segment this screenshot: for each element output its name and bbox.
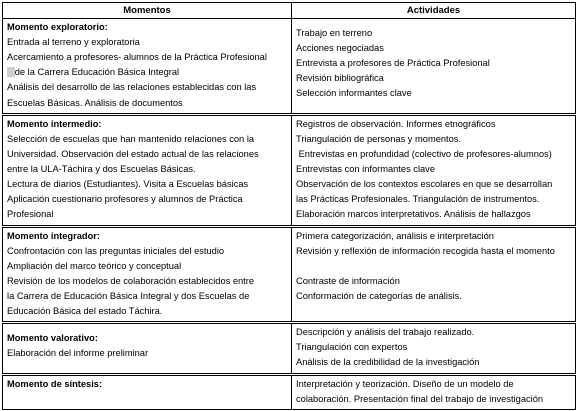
moment-line: Elaboración del informe preliminar — [7, 348, 149, 359]
stage-title: Momento intermedio: — [7, 118, 102, 129]
activity-line: Revisión bibliográfica — [296, 73, 384, 84]
moment-line: Aplicación cuestionario profesores y alumnos de Práctica — [7, 194, 243, 205]
table-row — [3, 226, 576, 323]
activities-cell — [292, 19, 576, 115]
activity-line: Acciones negociadas — [296, 43, 384, 54]
moment-line: la Carrera de Educación Básica Integral y dos Escuelas de — [7, 291, 250, 302]
moments-table — [2, 2, 576, 410]
stage-title: Momento de síntesis: — [7, 378, 103, 389]
moment-cell — [3, 374, 292, 409]
activity-line: Elaboración marcos interpretativos. Análisis de hallazgos — [296, 209, 531, 220]
activity-line: Revisión y reflexión de información recogida hasta el momento — [296, 245, 555, 256]
stage-title: Momento exploratorio: — [7, 22, 108, 33]
moment-line: entre la ULA-Táchira y dos Escuelas Básicas. — [7, 163, 196, 174]
moment-cell — [3, 19, 292, 115]
activity-line: las Prácticas Profesionales. Triangulación de instrumentos. — [296, 194, 540, 205]
activity-line: Conformación de categorías de análisis. — [296, 290, 462, 301]
activity-line: Primera categorización, análisis e interpretación — [296, 230, 494, 241]
moment-line: Confrontación con las preguntas iniciales del estudio — [7, 245, 225, 256]
activity-line: colaboración. Presentación final del trabajo de investigación — [296, 393, 544, 404]
moment-line-text: de la Carrera Educación Básica Integral — [14, 67, 180, 78]
activity-line: Entrevista a profesores de Práctica Profesional — [296, 58, 490, 69]
moment-line: Entrada al terreno y exploratoria — [7, 37, 140, 48]
activity-line: Selección informantes clave — [296, 88, 412, 99]
moment-line: Acercamiento a profesores- alumnos de la Práctica Profesional — [7, 52, 267, 63]
moment-cell — [3, 226, 292, 323]
moment-line: Ampliación del marco teórico y conceptual — [7, 260, 182, 271]
moment-line: Educación Básica del estado Táchira. — [7, 306, 163, 317]
activity-line: Interpretación y teorización. Diseño de un modelo de — [296, 378, 514, 389]
table-row — [3, 323, 576, 374]
activity-line: Entrevistas con informantes clave — [296, 163, 435, 174]
activity-line: Triangulación con expertos — [296, 342, 408, 353]
header-activities: Actividades — [292, 3, 576, 19]
activity-line: Trabajo en terreno — [296, 28, 373, 39]
stage-title: Momento valorativo: — [7, 333, 98, 344]
moment-line: Lectura de diarios (Estudiantes). Visita a Escuelas básicas — [7, 179, 249, 190]
table-row — [3, 374, 576, 409]
moment-line: Universidad. Observación del estado actual de las relaciones — [7, 148, 259, 159]
highlight-mark — [7, 67, 15, 77]
activity-line: Análisis de la credibilidad de la investigación — [296, 357, 480, 368]
activities-cell — [292, 114, 576, 226]
table-row — [3, 19, 576, 115]
moment-line: Selección de escuelas que han mantenido relaciones con la — [7, 133, 255, 144]
activity-line: Observación de los contextos escolares en que se desarrollan — [296, 179, 553, 190]
moment-cell — [3, 323, 292, 374]
moment-line — [7, 65, 288, 80]
activities-cell — [292, 226, 576, 323]
stage-title: Momento integrador: — [7, 230, 100, 241]
header-row — [3, 3, 576, 19]
activity-line: Triangulación de personas y momentos. — [296, 133, 462, 144]
moment-line: Revisión de los modelos de colaboración establecidos entre — [7, 275, 255, 286]
table-row — [3, 114, 576, 226]
moment-line: Profesional — [7, 209, 54, 220]
activity-line: Entrevistas en profundidad (colectivo de profesores-alumnos) — [296, 148, 552, 159]
activity-line: Registros de observación. Informes etnográficos — [296, 118, 496, 129]
activity-line: Descripción y análisis del trabajo realizado. — [296, 327, 475, 338]
activity-line: Contraste de información — [296, 275, 400, 286]
activities-cell — [292, 374, 576, 409]
moment-cell — [3, 114, 292, 226]
activities-cell — [292, 323, 576, 374]
moment-line: Escuelas Básicas. Análisis de documentos — [7, 97, 183, 108]
moment-line: Análisis del desarrollo de las relaciones establecidas con las — [7, 82, 257, 93]
header-moments: Momentos — [3, 3, 292, 19]
